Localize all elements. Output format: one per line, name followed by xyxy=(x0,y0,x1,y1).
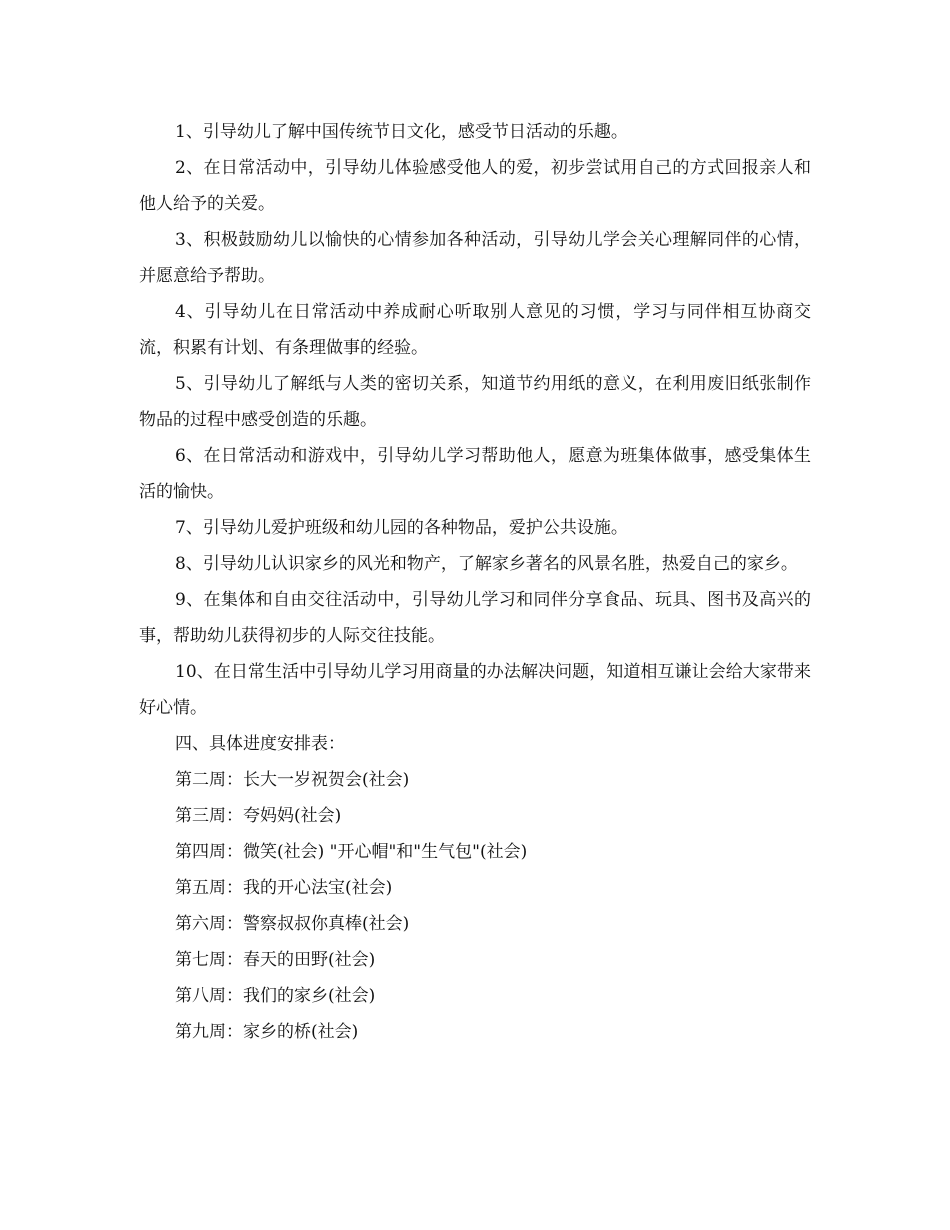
schedule-row-week-7: 第七周：春天的田野(社会) xyxy=(175,950,376,970)
objective-item-7: 7、引导幼儿爱护班级和幼儿园的各种物品，爱护公共设施。 xyxy=(175,518,628,538)
objective-item-8: 8、引导幼儿认识家乡的风光和物产，了解家乡著名的风景名胜，热爱自己的家乡。 xyxy=(175,554,798,574)
objective-item-10: 10、在日常生活中引导幼儿学习用商量的办法解决问题，知道相互谦让会给大家带来好心情。 xyxy=(139,662,811,718)
objective-item-4: 4、引导幼儿在日常活动中养成耐心听取别人意见的习惯，学习与同伴相互协商交流，积累有计划、有条理做事的经验。 xyxy=(139,302,811,358)
objective-item-1: 1、引导幼儿了解中国传统节日文化，感受节日活动的乐趣。 xyxy=(175,122,628,142)
schedule-row-week-2: 第二周：长大一岁祝贺会(社会) xyxy=(175,770,410,790)
objective-item-6: 6、在日常活动和游戏中，引导幼儿学习帮助他人，愿意为班集体做事，感受集体生活的愉快。 xyxy=(139,446,811,502)
schedule-row-week-6: 第六周：警察叔叔你真棒(社会) xyxy=(175,914,410,934)
schedule-row-week-4: 第四周：微笑(社会) "开心帽"和"生气包"(社会) xyxy=(175,842,528,862)
objective-item-2: 2、在日常活动中，引导幼儿体验感受他人的爱，初步尝试用自己的方式回报亲人和他人给予的关爱。 xyxy=(139,158,811,214)
schedule-row-week-8: 第八周：我们的家乡(社会) xyxy=(175,986,376,1006)
objective-item-3: 3、积极鼓励幼儿以愉快的心情参加各种活动，引导幼儿学会关心理解同伴的心情，并愿意给予帮助。 xyxy=(139,230,811,286)
document-body xyxy=(139,114,811,1050)
schedule-row-week-3: 第三周：夸妈妈(社会) xyxy=(175,806,342,826)
schedule-heading: 四、具体进度安排表： xyxy=(175,734,345,754)
schedule-row-week-5: 第五周：我的开心法宝(社会) xyxy=(175,878,393,898)
objective-item-9: 9、在集体和自由交往活动中，引导幼儿学习和同伴分享食品、玩具、图书及高兴的事，帮助幼儿获得初步的人际交往技能。 xyxy=(139,590,811,646)
schedule-row-week-9: 第九周：家乡的桥(社会) xyxy=(175,1022,359,1042)
objective-item-5: 5、引导幼儿了解纸与人类的密切关系，知道节约用纸的意义，在利用废旧纸张制作物品的过程中感受创造的乐趣。 xyxy=(139,374,811,430)
